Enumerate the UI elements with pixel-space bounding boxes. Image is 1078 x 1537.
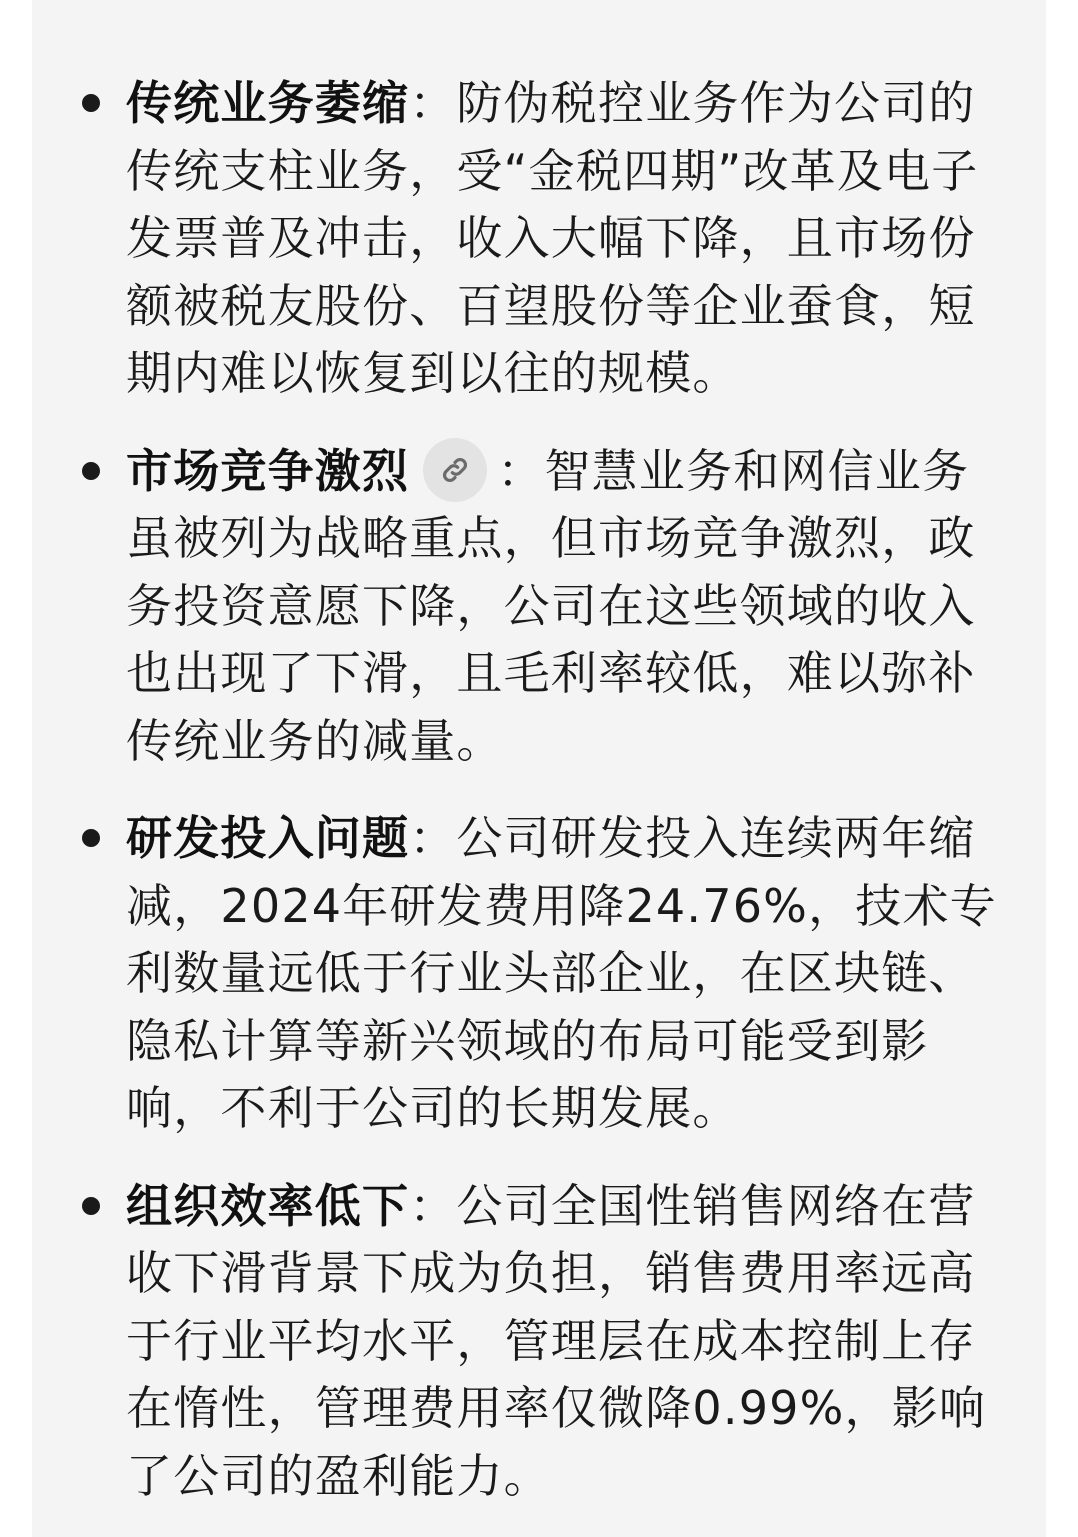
item-title: 组织效率低下 <box>126 1178 410 1233</box>
bullet-icon <box>82 94 100 112</box>
item-text: 公司全国性销售网络在营收下滑背景下成为负担，销售费用率远高于行业平均水平，管理层在成本控制上存在惰性，管理费用率仅微降0.99%，影响了公司的盈利能力。 <box>126 1178 987 1503</box>
item-text: 防伪税控业务作为公司的传统支柱业务，受“金税四期”改革及电子发票普及冲击，收入大幅下降，且市场份额被税友股份、百望股份等企业蚕食，短期内难以恢复到以往的规模。 <box>126 76 979 400</box>
item-title: 传统业务萎缩 <box>126 76 410 130</box>
item-separator: ： <box>409 811 457 865</box>
item-text: 智慧业务和网信业务虽被列为战略重点，但市场竞争激烈，政务投资意愿下降，公司在这些领域的收入也出现了下滑，且毛利率较低，难以弥补传统业务的减量。 <box>126 443 976 768</box>
bullet-icon <box>82 1197 100 1215</box>
item-text: 公司研发投入连续两年缩减，2024年研发费用降24.76%，技术专利数量远低于行业头部企业，在区块链、隐私计算等新兴领域的布局可能受到影响，不利于公司的长期发展。 <box>126 811 997 1135</box>
list-item-rnd-investment <box>0 805 1002 1143</box>
list-item-traditional-business <box>0 70 1002 408</box>
reason-list <box>0 70 1078 1537</box>
bullet-icon <box>82 829 100 847</box>
item-title: 研发投入问题 <box>126 811 410 865</box>
bullet-icon <box>82 462 100 480</box>
item-separator: ： <box>409 76 457 130</box>
link-icon <box>439 454 471 486</box>
list-item-market-competition <box>0 438 1002 776</box>
item-separator: ： <box>409 1178 457 1233</box>
list-item-organizational-efficiency <box>0 1173 1002 1511</box>
item-title: 市场竞争激烈 <box>126 443 410 498</box>
item-separator: ： <box>497 443 545 498</box>
source-link-button[interactable] <box>423 438 487 502</box>
